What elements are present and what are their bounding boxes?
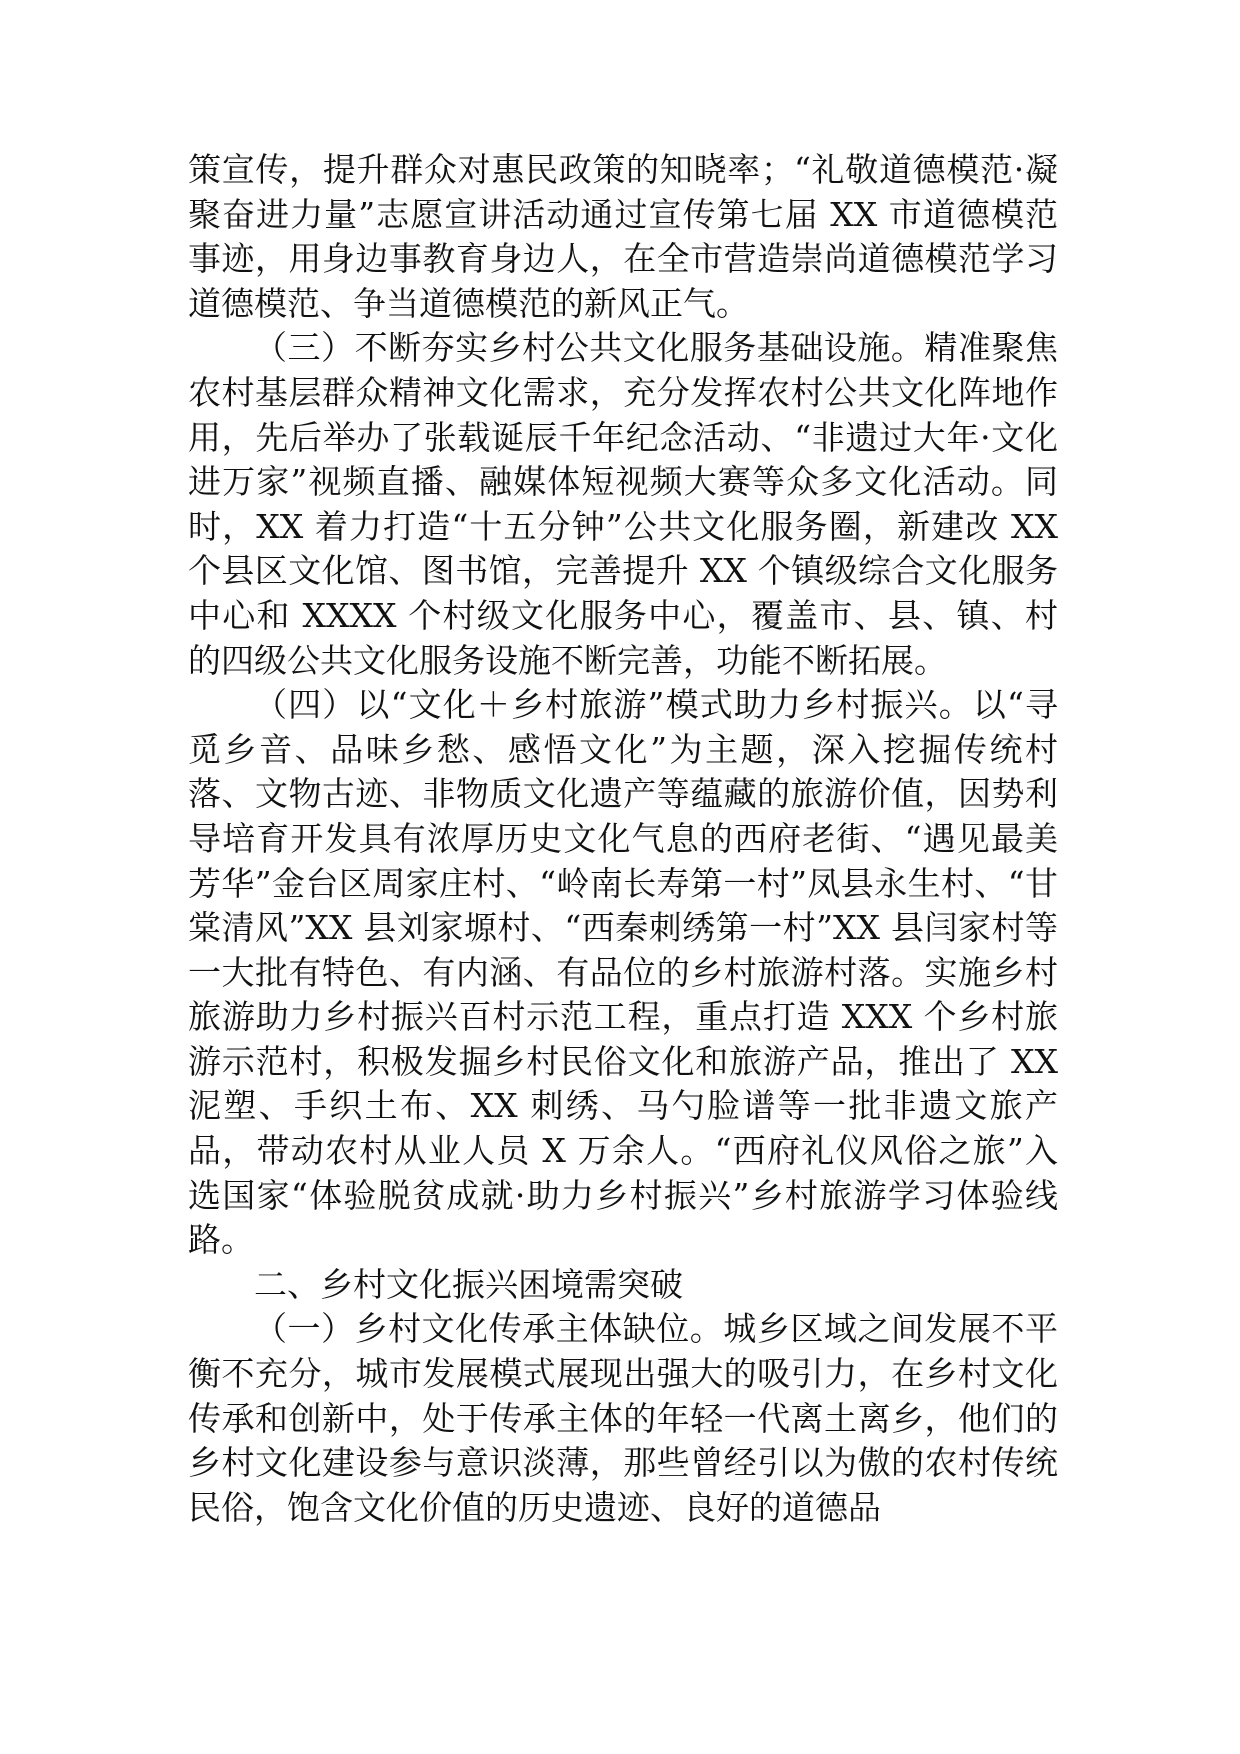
section-heading: 二、乡村文化振兴困境需突破 [254, 1264, 683, 1304]
paragraph-section-3: （三）不断夯实乡村公共文化服务基础设施。精准聚焦农村基层群众精神文化需求，充分发挥农村公共文化阵地作用，先后举办了张载诞辰千年纪念活动、“非遗过大年·文化进万家”视频直播、融媒体短视频大赛等众多文化活动。同时，XX 着力打造“十五分钟”公共文化服务圈，新建改 XX 个县区文化馆、图书馆，完善提升 XX 个镇级综合文化服务中心和 XXXX 个村级文化服务中心，覆盖市、县、镇、村的四级公共文化服务设施不断完善，功能不断拓展。 [188, 328, 1058, 680]
paragraph-continuation: 策宣传，提升群众对惠民政策的知晓率；“礼敬道德模范·凝聚奋进力量”志愿宣讲活动通过宣传第七届 XX 市道德模范事迹，用身边事教育身边人，在全市营造崇尚道德模范学习道德模范、争当道德模范的新风正气。 [188, 150, 1058, 323]
paragraph-section-4: （四）以“文化＋乡村旅游”模式助力乡村振兴。以“寻觅乡音、品味乡愁、感悟文化”为主题，深入挖掘传统村落、文物古迹、非物质文化遗产等蕴藏的旅游价值，因势利导培育开发具有浓厚历史文化气息的西府老街、“遇见最美芳华”金台区周家庄村、“岭南长寿第一村”凤县永生村、“甘棠清风”XX 县刘家塬村、“西秦刺绣第一村”XX 县闫家村等一大批有特色、有内涵、有品位的乡村旅游村落。实施乡村旅游助力乡村振兴百村示范工程，重点打造 XXX 个乡村旅游示范村，积极发掘乡村民俗文化和旅游产品，推出了 XX 泥塑、手织土布、XX 刺绣、马勺脸谱等一批非遗文旅产品，带动农村从业人员 X 万余人。“西府礼仪风俗之旅”入选国家“体验脱贫成就·助力乡村振兴”乡村旅游学习体验线路。 [188, 685, 1058, 1260]
document-page [188, 148, 1058, 1530]
paragraph-subsection-1: （一）乡村文化传承主体缺位。城乡区域之间发展不平衡不充分，城市发展模式展现出强大的吸引力，在乡村文化传承和创新中，处于传承主体的年轻一代离土离乡，他们的乡村文化建设参与意识淡薄，那些曾经引以为傲的农村传统民俗，饱含文化价值的历史遗迹、良好的道德品 [188, 1309, 1058, 1527]
